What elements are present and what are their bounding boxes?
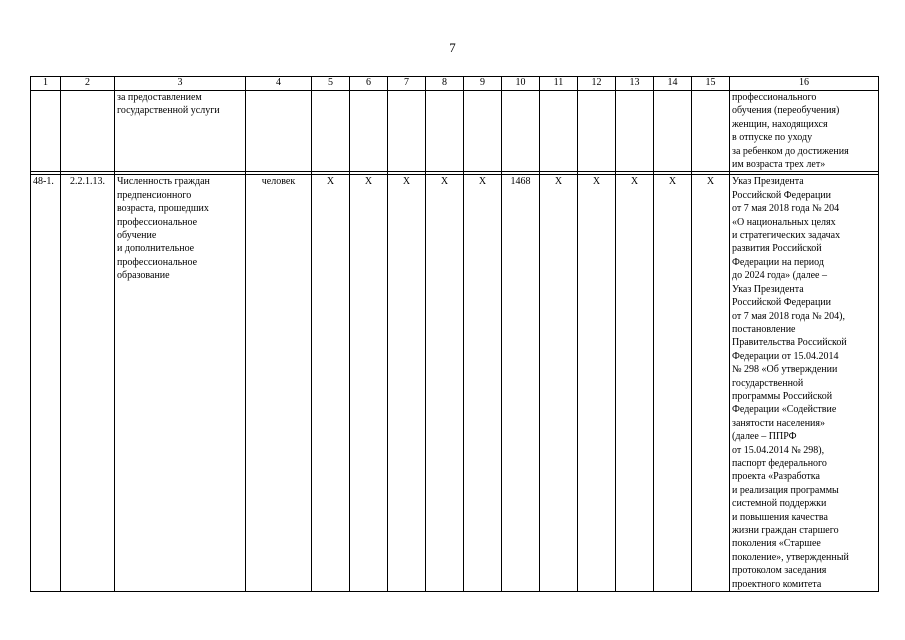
text-line: постановление (732, 323, 796, 335)
text-line: и повышения качества (732, 511, 828, 523)
text-line: образование (117, 270, 170, 282)
text-line: возраста, прошедших (117, 203, 209, 215)
text-line: женщин, находящихся (732, 118, 828, 130)
value-cell: X (426, 175, 464, 592)
text-line: системной поддержки (732, 498, 827, 510)
text-line: государственной (732, 377, 804, 389)
text-line: обучения (переобучения) (732, 105, 840, 117)
text-line: Федерации от 15.04.2014 (732, 350, 839, 362)
text-line: и стратегических задачах (732, 230, 841, 242)
table-cell (616, 91, 654, 172)
continuation-indicator-cell (115, 91, 246, 172)
table-cell (540, 91, 578, 172)
text-line: до 2024 года» (далее – (732, 270, 827, 282)
data-table (30, 76, 879, 592)
indicator-name-cell (115, 175, 246, 592)
text-line: Указ Президента (732, 283, 804, 295)
table-cell (61, 91, 115, 172)
text-line: (далее – ППРФ (732, 431, 797, 443)
table-cell (692, 91, 730, 172)
indicator-code: 2.2.1.13. (61, 175, 115, 592)
header-cell: 6 (350, 77, 388, 91)
value-cell: 1468 (502, 175, 540, 592)
unit-cell: человек (246, 175, 312, 592)
table-cell (426, 91, 464, 172)
text-line: и реализация программы (732, 484, 839, 496)
text-line: Федерации на период (732, 256, 824, 268)
text-line: поколение», утвержденный (732, 551, 849, 563)
value-cell: X (388, 175, 426, 592)
text-line: им возраста трех лет» (732, 159, 826, 171)
value-cell: X (350, 175, 388, 592)
value-cell: X (464, 175, 502, 592)
indicator-row (31, 175, 879, 592)
header-cell: 15 (692, 77, 730, 91)
header-cell: 5 (312, 77, 350, 91)
text-line: Российской Федерации (732, 297, 832, 309)
header-cell: 12 (578, 77, 616, 91)
text-line: поколения «Старшее (732, 538, 821, 550)
text-line: программы Российской (732, 390, 833, 402)
page-number: 7 (449, 40, 456, 55)
table-cell (312, 91, 350, 172)
text-line: паспорт федерального (732, 457, 827, 469)
value-cell: X (654, 175, 692, 592)
text-line: проекта «Разработка (732, 471, 820, 483)
text-line: от 7 мая 2018 года № 204), (732, 310, 845, 322)
text-line: Правительства Российской (732, 337, 847, 349)
header-cell: 3 (115, 77, 246, 91)
table-cell (350, 91, 388, 172)
value-cell: X (540, 175, 578, 592)
text-line: обучение (117, 230, 157, 242)
text-line: проектного комитета (732, 578, 822, 590)
value-cell: X (692, 175, 730, 592)
header-cell: 2 (61, 77, 115, 91)
text-line: профессиональное (117, 256, 198, 268)
header-cell: 7 (388, 77, 426, 91)
legal-basis-cell (730, 175, 879, 592)
value-cell: X (578, 175, 616, 592)
header-cell: 13 (616, 77, 654, 91)
table-cell (31, 91, 61, 172)
text-line: профессиональное (117, 216, 198, 228)
text-line: предпенсионного (117, 189, 192, 201)
text-line: за предоставлением (117, 92, 202, 103)
text-line: государственной услуги (117, 105, 220, 117)
text-line: и дополнительное (117, 243, 195, 255)
row-number: 48-1. (31, 175, 61, 592)
text-line: «О национальных целях (732, 216, 836, 228)
text-line: развития Российской (732, 243, 822, 255)
table-cell (388, 91, 426, 172)
value-cell: X (616, 175, 654, 592)
table-cell (246, 91, 312, 172)
header-row (31, 77, 879, 91)
text-line: № 298 «Об утверждении (732, 364, 838, 376)
text-line: Указ Президента (732, 176, 804, 188)
header-cell: 8 (426, 77, 464, 91)
continuation-row (31, 91, 879, 172)
table-cell (464, 91, 502, 172)
header-cell: 14 (654, 77, 692, 91)
text-line: Численность граждан (117, 176, 210, 188)
header-cell: 1 (31, 77, 61, 91)
text-line: Федерации «Содействие (732, 404, 837, 416)
value-cell: X (312, 175, 350, 592)
text-line: Российской Федерации (732, 189, 832, 201)
table-cell (578, 91, 616, 172)
header-cell: 11 (540, 77, 578, 91)
text-line: от 7 мая 2018 года № 204 (732, 203, 840, 215)
text-line: в отпуске по уходу (732, 132, 813, 144)
header-cell: 9 (464, 77, 502, 91)
header-cell: 10 (502, 77, 540, 91)
continuation-basis-cell (730, 91, 879, 172)
table-cell (654, 91, 692, 172)
text-line: за ребенком до достижения (732, 145, 849, 157)
table-cell (502, 91, 540, 172)
text-line: от 15.04.2014 № 298), (732, 444, 825, 456)
text-line: жизни граждан старшего (732, 525, 839, 536)
header-cell: 16 (730, 77, 879, 91)
header-cell: 4 (246, 77, 312, 91)
text-line: протоколом заседания (732, 565, 827, 577)
text-line: занятости населения» (732, 417, 826, 429)
text-line: профессионального (732, 92, 817, 103)
